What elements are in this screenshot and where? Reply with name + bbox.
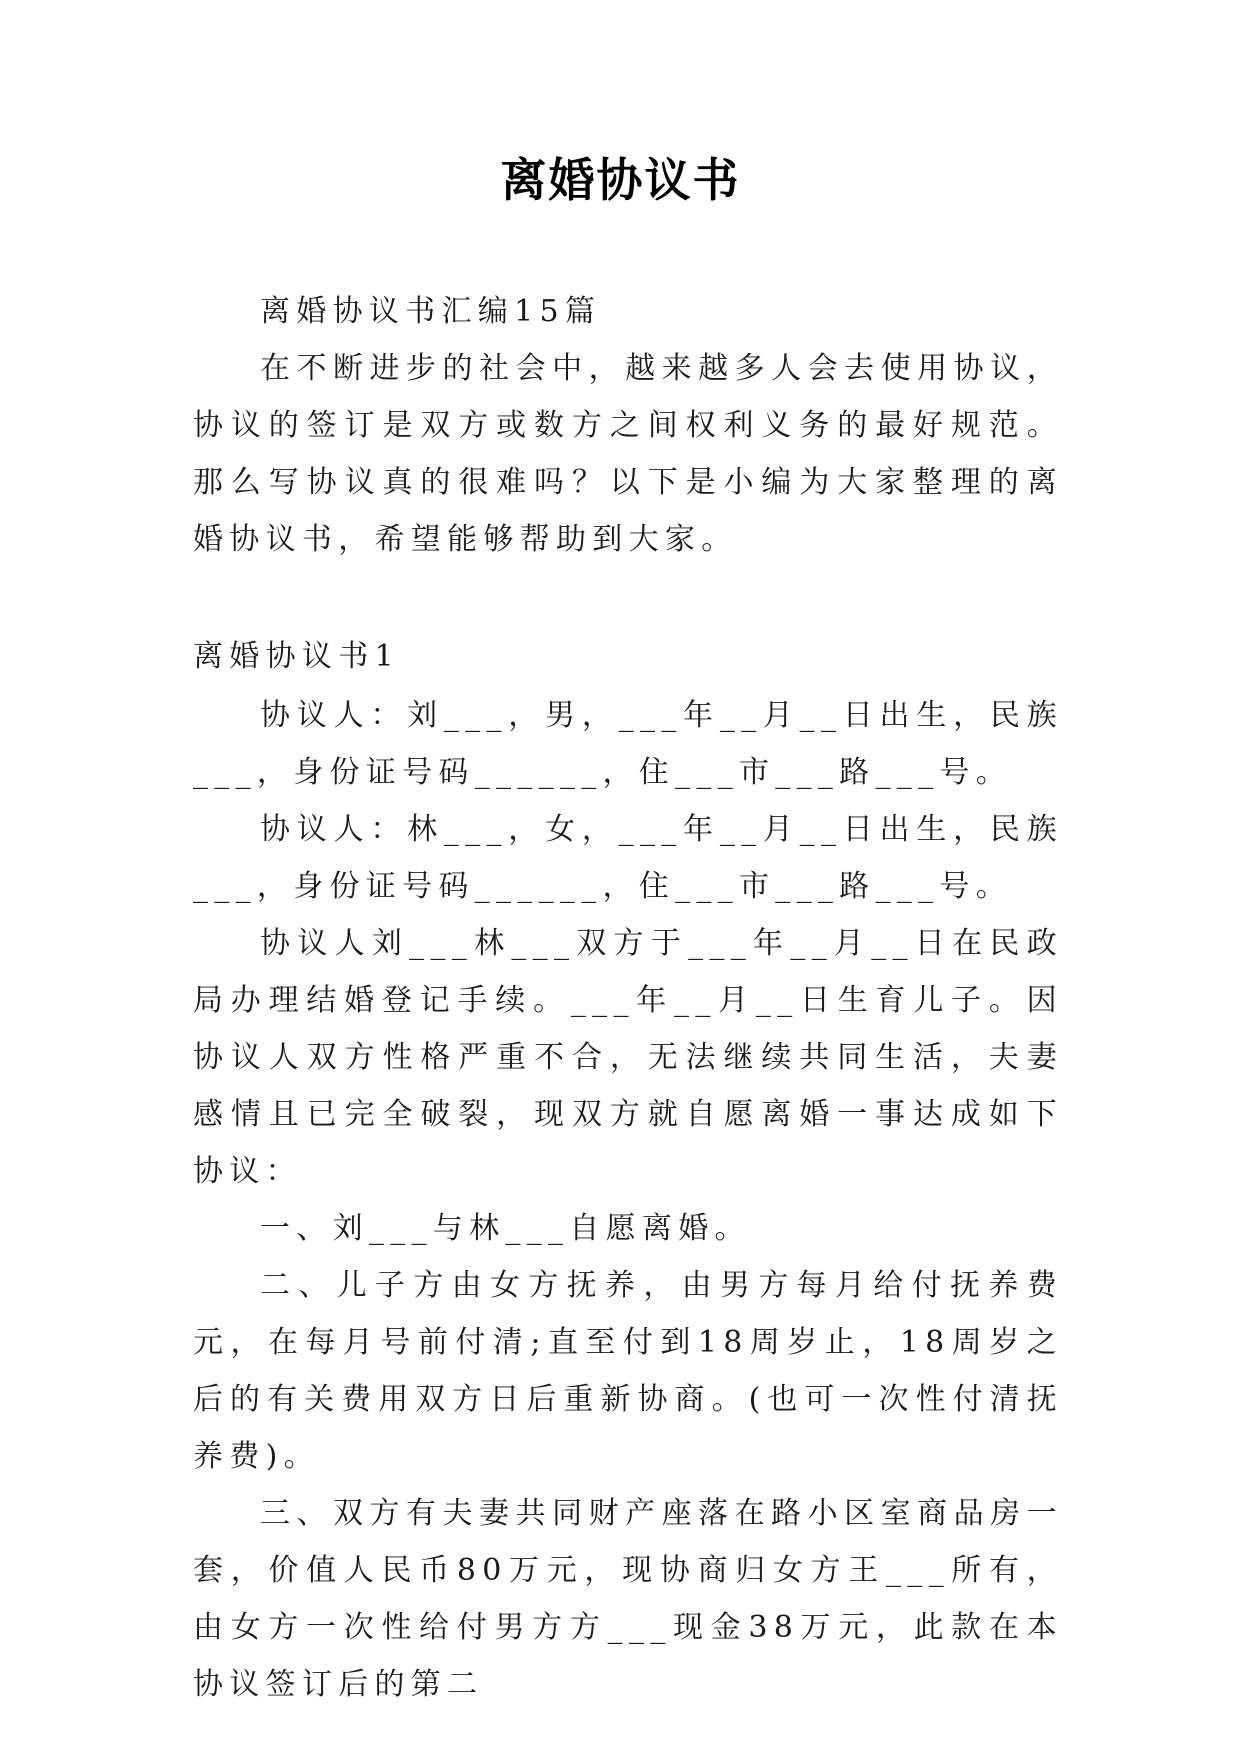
party-paragraph-female: 协议人：林___，女，___年__月__日出生，民族___，身份证号码______，住___市___路___号。 <box>193 812 1063 904</box>
clause-three: 三、双方有夫妻共同财产座落在路小区室商品房一套，价值人民币80万元，现协商归女方王___所有，由女方一次性给付男方方___现金38万元，此款在本协议签订后的第二 <box>193 1496 1063 1702</box>
clause-one: 一、刘___与林___自愿离婚。 <box>260 1211 751 1246</box>
party-paragraph-male: 协议人：刘___，男，___年__月__日出生，民族___，身份证号码______，住___市___路___号。 <box>193 698 1063 790</box>
intro-paragraph: 在不断进步的社会中，越来越多人会去使用协议，协议的签订是双方或数方之间权利义务的最好规范。那么写协议真的很难吗？以下是小编为大家整理的离婚协议书，希望能够帮助到大家。 <box>193 351 1063 557</box>
collection-heading: 离婚协议书汇编15篇 <box>260 294 602 329</box>
clause-two: 二、儿子方由女方抚养，由男方每月给付抚养费元，在每月号前付清;直至付到18周岁止，18周岁之后的有关费用双方日后重新协商。(也可一次性付清抚养费)。 <box>193 1268 1063 1474</box>
background-paragraph: 协议人刘___林___双方于___年__月__日在民政局办理结婚登记手续。___年__月__日生育儿子。因协议人双方性格严重不合，无法继续共同生活，夫妻感情且已完全破裂，现双方就自愿离婚一事达成如下协议： <box>193 926 1063 1189</box>
document-body <box>193 283 1063 1713</box>
section-heading: 离婚协议书1 <box>193 639 400 674</box>
document-title: 离婚协议书 <box>500 153 741 207</box>
